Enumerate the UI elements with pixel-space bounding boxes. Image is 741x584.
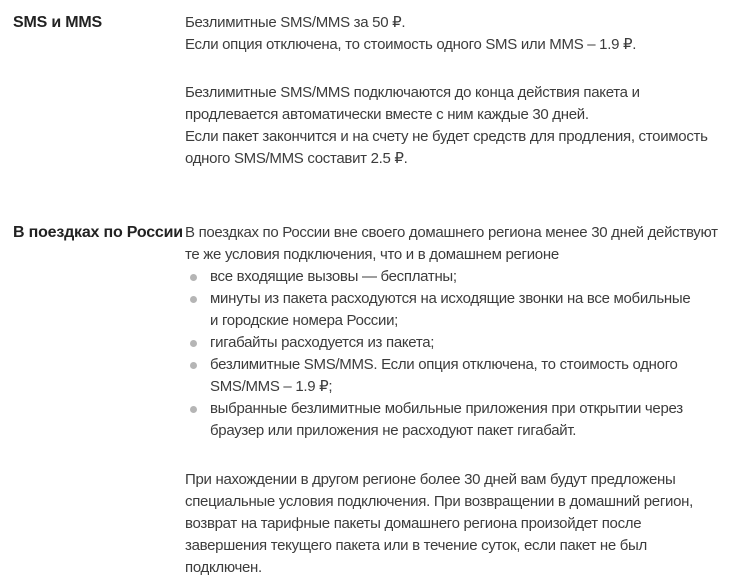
text-line: безлимитные SMS/MMS. Если опция отключена, то стоимость одного xyxy=(210,356,678,373)
tariff-row-sms-mms xyxy=(13,12,741,170)
paragraph-travel-closing xyxy=(185,469,741,579)
bullet-dot-icon xyxy=(190,274,197,281)
text-line: браузер или приложения не расходуют пакет гигабайт. xyxy=(210,422,577,439)
bullet-dot-icon xyxy=(190,296,197,303)
text-line: завершения текущего пакета или в течение суток, если пакет не был xyxy=(185,537,647,554)
text-line: В поездках по России вне своего домашнего региона менее 30 дней действуют xyxy=(185,224,718,241)
row-content-sms-mms xyxy=(185,12,741,170)
row-label-sms-mms: SMS и MMS xyxy=(13,14,102,31)
bullet-dot-icon xyxy=(190,362,197,369)
text-line: гигабайты расходуется из пакета; xyxy=(210,334,435,351)
text-line: и городские номера России; xyxy=(210,312,399,329)
condition-item-unlimited-sms xyxy=(185,354,741,398)
text-line: выбранные безлимитные мобильные приложения при открытии через xyxy=(210,400,683,417)
text-line: одного SMS/MMS составит 2.5 ₽. xyxy=(185,150,408,167)
paragraph-travel-intro xyxy=(185,222,741,266)
bullet-dot-icon xyxy=(190,406,197,413)
paragraph-sms-renewal xyxy=(185,82,741,170)
text-line: Безлимитные SMS/MMS за 50 ₽. xyxy=(185,14,406,31)
text-line: Безлимитные SMS/MMS подключаются до конца действия пакета и xyxy=(185,84,640,101)
row-content-travel-russia xyxy=(185,222,741,579)
row-label-travel-russia: В поездках по России xyxy=(13,224,183,241)
condition-item-package-minutes xyxy=(185,288,741,332)
text-line: При нахождении в другом регионе более 30 дней вам будут предложены xyxy=(185,471,676,488)
condition-item-gigabytes xyxy=(185,332,741,354)
text-line: специальные условия подключения. При возвращении в домашний регион, xyxy=(185,493,693,510)
text-line: возврат на тарифные пакеты домашнего региона произойдет после xyxy=(185,515,642,532)
text-line: те же условия подключения, что и в домашнем регионе xyxy=(185,246,559,263)
text-line: Если пакет закончится и на счету не будет средств для продления, стоимость xyxy=(185,128,708,145)
text-line: подключен. xyxy=(185,559,262,576)
paragraph-sms-price xyxy=(185,12,741,56)
condition-item-unlimited-apps xyxy=(185,398,741,442)
travel-conditions-list xyxy=(185,266,741,442)
bullet-dot-icon xyxy=(190,340,197,347)
tariff-row-travel-russia xyxy=(13,222,741,579)
text-line: Если опция отключена, то стоимость одного SMS или MMS – 1.9 ₽. xyxy=(185,36,637,53)
text-line: продлевается автоматически вместе с ним каждые 30 дней. xyxy=(185,106,589,123)
text-line: все входящие вызовы — бесплатны; xyxy=(210,268,457,285)
text-line: SMS/MMS – 1.9 ₽; xyxy=(210,378,333,395)
text-line: минуты из пакета расходуются на исходящие звонки на все мобильные xyxy=(210,290,691,307)
condition-item-incoming-calls xyxy=(185,266,741,288)
